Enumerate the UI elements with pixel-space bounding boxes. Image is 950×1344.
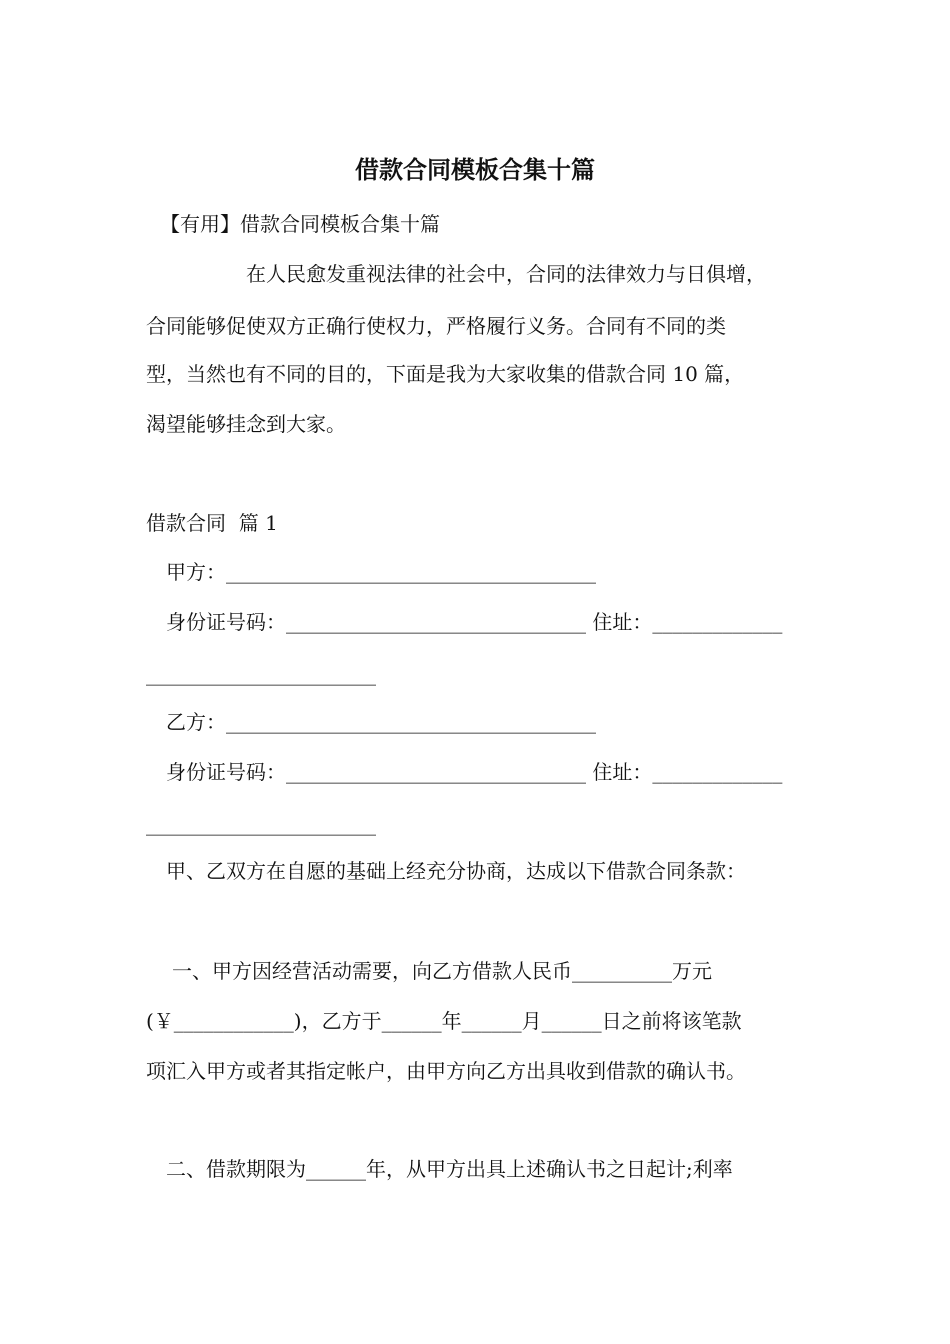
intro-line-3: 型，当然也有不同的目的，下面是我为大家收集的借款合同 10 篇，	[146, 362, 745, 386]
document-subtitle: 【有用】借款合同模板合集十篇	[160, 212, 440, 236]
intro-line-2: 合同能够促使双方正确行使权力，严格履行义务。合同有不同的类	[146, 314, 726, 338]
party-a-id-line: 身份证号码：______________________________ 住址：_____________	[166, 610, 783, 634]
intro-line-1: 在人民愈发重视法律的社会中，合同的法律效力与日俱增，	[246, 262, 766, 286]
party-b-line: 乙方：_____________________________________	[166, 710, 596, 734]
party-a-address-continuation: _______________________	[146, 662, 376, 686]
clause-1-line-3: 项汇入甲方或者其指定帐户，由甲方向乙方出具收到借款的确认书。	[146, 1059, 746, 1083]
party-b-id-line: 身份证号码：______________________________ 住址：_____________	[166, 760, 783, 784]
party-b-address-continuation: _______________________	[146, 812, 376, 836]
clause-2-line-1: 二、借款期限为______年，从甲方出具上述确认书之日起计;利率	[166, 1157, 733, 1181]
clause-1-line-1: 一、甲方因经营活动需要，向乙方借款人民币__________万元	[172, 959, 712, 983]
section-heading: 借款合同 篇 1	[146, 511, 278, 535]
document-title: 借款合同模板合集十篇	[355, 156, 595, 184]
agreement-line: 甲、乙双方在自愿的基础上经充分协商，达成以下借款合同条款：	[166, 859, 746, 883]
clause-1-line-2: (￥____________)，乙方于______年______月______日之前将该笔款	[146, 1009, 742, 1033]
intro-line-4: 渴望能够挂念到大家。	[146, 412, 346, 436]
party-a-line: 甲方：_____________________________________	[166, 560, 596, 584]
